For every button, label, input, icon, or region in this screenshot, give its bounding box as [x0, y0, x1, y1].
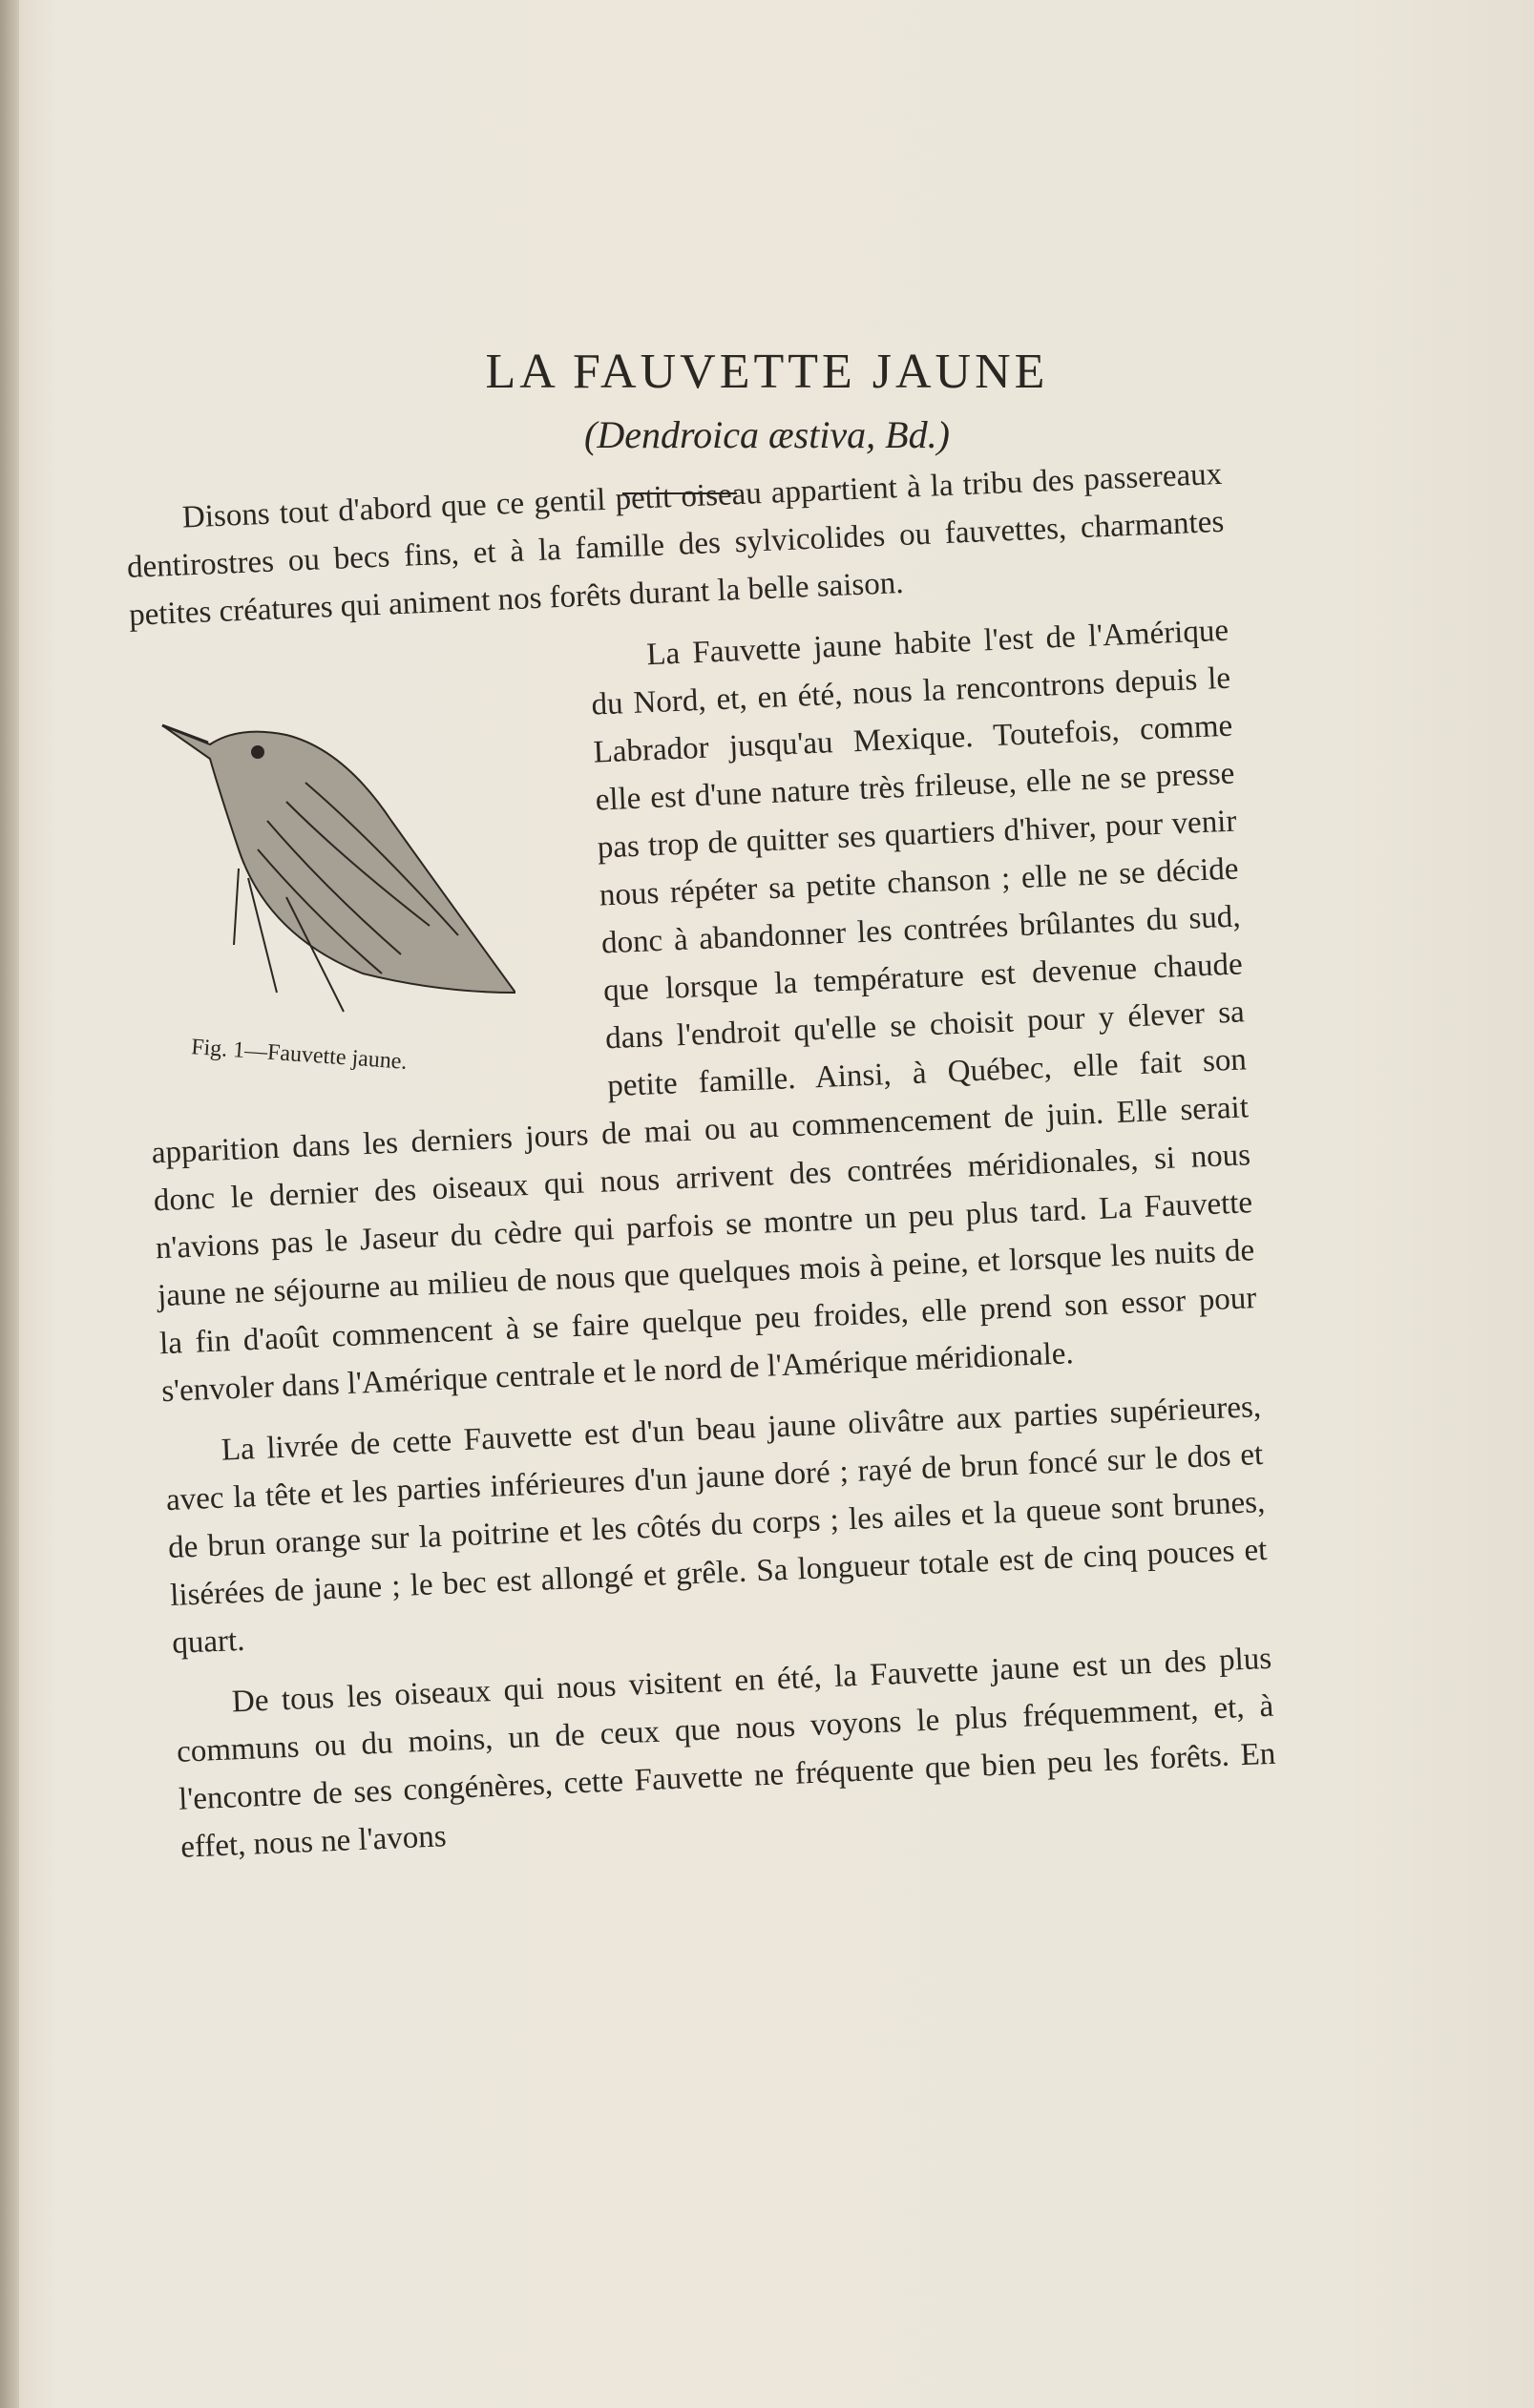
paragraph: Disons tout d'abord que ce gentil petit oiseau appartient à la tribu des passereaux dentirostres ou becs fins, et à la famille des sylvicolides ou fauvettes, charmantes petites créatures qui animent nos forêts durant la belle saison.: [126, 456, 1225, 633]
article-body: [124, 450, 1279, 1885]
article-subtitle: (Dendroica æstiva, Bd.): [584, 413, 950, 456]
figure-caption: Fig. 1—Fauvette jaune.: [190, 1035, 409, 1075]
article-title: LA FAUVETTE JAUNE: [485, 345, 1049, 399]
paragraph: La livrée de cette Fauvette est d'un beau jaune olivâtre aux parties supérieures, avec la tête et les parties inférieures d'un jaune doré ; rayé de brun foncé sur le dos et de brun orange sur la poitrine et les côtés du corps ; les ailes et la queue sont brunes, lisérées de jaune ; le bec est allongé et grêle. Sa longueur totale est de cinq pouces et quart.: [165, 1389, 1269, 1661]
figure-spacer: [131, 635, 588, 1101]
paragraph: De tous les oiseaux qui nous visitent en été, la Fauvette jaune est un des plus communs ou du moins, un de ceux que nous voyons le plus fréquemment, et, à l'encontre de ses congénères, cette Fauvette ne fréquente que bien peu les forêts. En effet, nous ne l'avons: [176, 1641, 1276, 1865]
paragraph: La Fauvette jaune habite l'est de l'Amérique du Nord, et, en été, nous la rencontrons depuis le Labrador jusqu'au Mexique. Toutefois, comme elle est d'une nature très frileuse, elle ne se presse pas trop de quitter ses quartiers d'hiver, pour venir nous répéter sa petite chanson ; elle ne se décide donc à abandonner les contrées brûlantes du sud, que lorsque la température est devenue chaude dans l'endroit qu'elle se choisit pour y élever sa petite famille. Ainsi, à Québec, elle fait son apparition dans les derniers jours de mai ou au commencement de juin. Elle serait donc le dernier des oiseaux qui nous arrivent des contrées méridionales, si nous n'avions pas le Jaseur du cèdre qui parfois se montre un peu plus tard. La Fauvette jaune ne séjourne au milieu de nous que quelques mois à peine, et lorsque les nuits de la fin d'août commencent à se faire quelque peu froides, elle prend son essor pour s'envoler dans l'Amérique centrale et le nord de l'Amérique méridionale.: [151, 613, 1257, 1410]
